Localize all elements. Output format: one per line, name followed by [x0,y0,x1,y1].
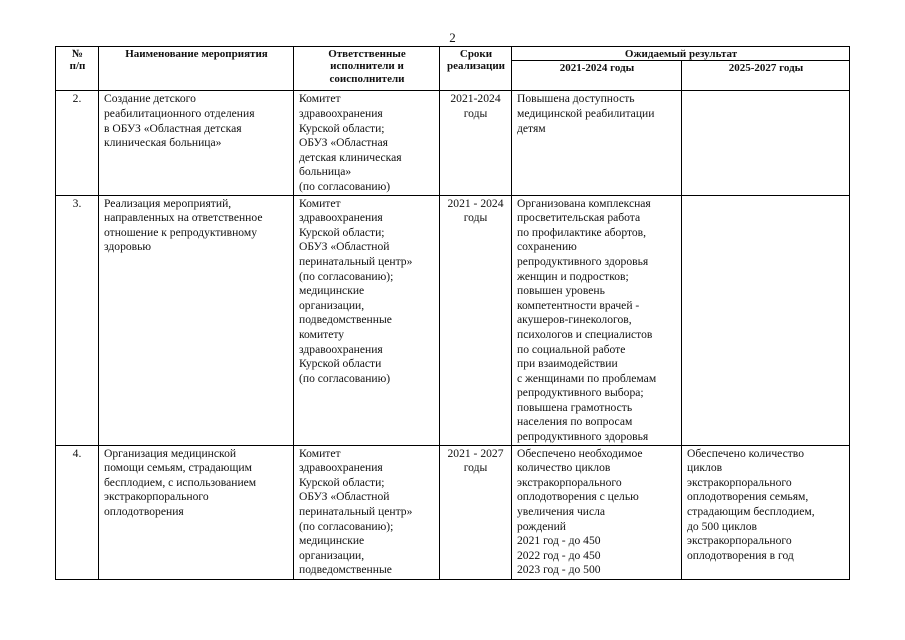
result-2025-2027-line: экстракорпорального [687,475,792,489]
result-2021-2024-line: репродуктивного выбора; [517,386,644,400]
row-number: 2. [56,91,99,195]
result-2021-2024-line: медицинской реабилитации [517,107,655,120]
result-2025-2027-line: циклов [687,461,723,475]
table-row [56,445,850,579]
measure-name-line: оплодотворения [104,505,184,519]
result-2025-2027 [682,445,850,579]
responsible-executors-line: Комитет [299,446,341,460]
result-2021-2024-line: компетентности врачей - [517,298,640,312]
responsible-executors-line: Курской области; [299,121,385,135]
responsible-executors-line: ОБУЗ «Областной [299,490,390,504]
result-2021-2024-line: рождений [517,519,566,533]
measures-table [55,46,850,580]
measure-name-line: направленных на ответственное [104,211,263,225]
result-2025-2027-line: до 500 циклов [687,519,757,533]
header-period-2025-2027: 2025-2027 годы [682,61,850,91]
measure-name-line: бесплодием, с использованием [104,475,257,489]
responsible-executors-line: организации, [299,298,365,312]
responsible-executors-line: (по согласованию); [299,519,394,533]
responsible-executors-line: комитету [299,327,345,341]
result-2025-2027-line: экстракорпорального [687,534,792,548]
responsible-executors-line: здравоохранения [299,211,383,225]
result-2021-2024-line: репродуктивного здоровья [517,430,649,444]
header-period-2021-2024: 2021-2024 годы [512,61,682,91]
table-row [56,91,850,195]
responsible-executors-line: подведомственные [299,313,392,327]
measure-name-line: реабилитационного отделения [104,107,255,120]
result-2021-2024-line: детям [517,121,546,135]
result-2021-2024-line: 2022 год - до 450 [517,548,601,562]
implementation-terms [440,195,512,445]
implementation-terms-line: 2021 - 2027 [447,446,504,460]
row-number: 3. [56,195,99,445]
header-name: Наименование мероприятия [99,47,294,91]
result-2021-2024-line: Повышена доступность [517,92,635,106]
result-2021-2024-line: с женщинами по проблемам [517,371,657,385]
result-2021-2024-line: Обеспечено необходимое [517,446,643,460]
responsible-executors-line: перинатальный центр» [299,505,413,519]
page-number: 2 [449,30,456,45]
result-2021-2024-line: психологов и специалистов [517,327,653,341]
measure-name-line: помощи семьям, страдающим [104,461,252,475]
responsible-executors-line: Комитет [299,196,341,210]
result-2025-2027 [682,195,850,445]
result-2021-2024-line: повышен уровень [517,284,605,298]
result-2021-2024-line: женщин и подростков; [517,269,629,283]
measure-name-line: здоровью [104,240,152,254]
implementation-terms-line: 2021 - 2024 [447,196,504,210]
result-2021-2024-line: количество циклов [517,461,611,475]
header-responsible: Ответственные исполнители и соисполнители [294,47,440,91]
result-2025-2027-line: оплодотворения семьям, [687,490,809,504]
result-2021-2024-line: сохранению [517,240,577,254]
result-2021-2024-line: повышена грамотность [517,400,633,414]
responsible-executors-line: подведомственные [299,563,392,577]
result-2021-2024-line: населения по вопросам [517,415,633,429]
result-2025-2027-line: Обеспечено количество [687,446,804,460]
implementation-terms [440,91,512,195]
responsible-executors-line: медицинские [299,534,365,548]
implementation-terms-line: годы [463,107,488,120]
responsible-executors [294,195,440,445]
header-terms: Сроки реализации [440,47,512,91]
responsible-executors-line: (по согласованию) [299,179,391,193]
result-2021-2024 [512,195,682,445]
header-num: № п/п [56,47,99,91]
responsible-executors-line: Курской области [299,357,382,371]
result-2021-2024-line: акушеров-гинекологов, [517,313,632,327]
responsible-executors-line: организации, [299,548,365,562]
result-2021-2024-line: по профилактике абортов, [517,225,647,239]
result-2021-2024-line: просветительская работа [517,211,641,225]
implementation-terms-line: годы [463,461,488,475]
measure-name [99,91,294,195]
measure-name-line: клиническая больница» [104,136,222,150]
responsible-executors-line: детская клиническая [299,150,402,164]
result-2025-2027-line: оплодотворения в год [687,548,794,562]
result-2021-2024 [512,445,682,579]
result-2021-2024-line: по социальной работе [517,342,626,356]
result-2025-2027 [682,91,850,195]
responsible-executors-line: (по согласованию) [299,371,391,385]
responsible-executors-line: здравоохранения [299,107,383,120]
measure-name-line: экстракорпорального [104,490,209,504]
responsible-executors-line: ОБУЗ «Областной [299,240,390,254]
table-row [56,195,850,445]
measure-name [99,195,294,445]
responsible-executors-line: Комитет [299,92,341,106]
responsible-executors-line: здравоохранения [299,342,383,356]
result-2021-2024-line: репродуктивного здоровья [517,254,649,268]
implementation-terms-line: годы [463,211,488,225]
result-2021-2024-line: увеличения числа [517,505,606,519]
result-2021-2024-line: экстракорпорального [517,475,622,489]
measure-name-line: Создание детского [104,92,196,106]
responsible-executors [294,445,440,579]
responsible-executors-line: ОБУЗ «Областная [299,136,388,150]
result-2021-2024-line: 2023 год - до 500 [517,563,601,577]
measure-name [99,445,294,579]
measure-name-line: Реализация мероприятий, [104,196,232,210]
responsible-executors-line: здравоохранения [299,461,383,475]
implementation-terms [440,445,512,579]
responsible-executors-line: Курской области; [299,475,385,489]
result-2021-2024-line: оплодотворения с целью [517,490,639,504]
responsible-executors-line: медицинские [299,284,365,298]
measure-name-line: Организация медицинской [104,446,237,460]
implementation-terms-line: 2021-2024 [450,92,501,106]
result-2021-2024-line: при взаимодействии [517,357,618,371]
row-number: 4. [56,445,99,579]
result-2021-2024-line: Организована комплексная [517,196,651,210]
responsible-executors-line: больница» [299,165,352,179]
measure-name-line: в ОБУЗ «Областная детская [104,121,242,135]
result-2021-2024-line: 2021 год - до 450 [517,534,601,548]
responsible-executors-line: перинатальный центр» [299,254,413,268]
header-expected-result: Ожидаемый результат [512,47,850,61]
responsible-executors-line: (по согласованию); [299,269,394,283]
result-2021-2024 [512,91,682,195]
responsible-executors-line: Курской области; [299,225,385,239]
responsible-executors [294,91,440,195]
result-2025-2027-line: страдающим бесплодием, [687,505,815,519]
measure-name-line: отношение к репродуктивному [104,225,258,239]
